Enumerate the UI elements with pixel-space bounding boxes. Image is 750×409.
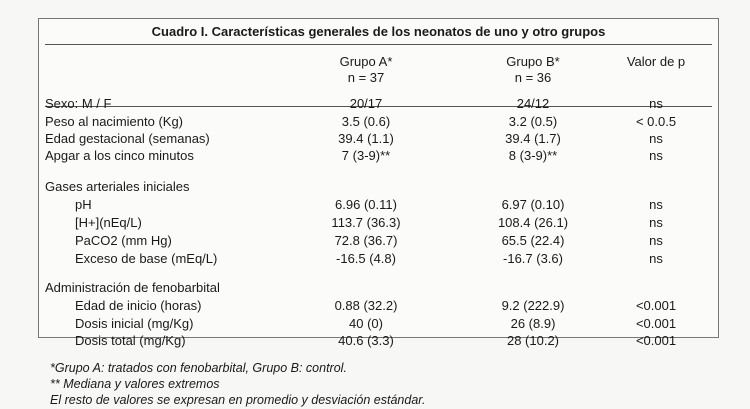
cell-p: ns — [649, 197, 663, 212]
cell-p: <0.001 — [635, 316, 677, 331]
row-label: Apgar a los cinco minutos — [45, 148, 194, 163]
cell-b: 39.4 (1.7) — [505, 131, 561, 146]
row-label: Gases arteriales iniciales — [45, 179, 190, 194]
cell-p: ns — [649, 148, 663, 163]
cell-b: 65.5 (22.4) — [501, 233, 565, 248]
cell-b: 108.4 (26.1) — [497, 215, 569, 230]
row-label: Dosis inicial (mg/Kg) — [75, 316, 194, 331]
cell-a: 72.8 (36.7) — [334, 233, 398, 248]
row-label: Sexo: M / F — [45, 96, 112, 111]
cell-b: 8 (3-9)** — [508, 148, 558, 163]
header-valor-p: Valor de p — [626, 54, 686, 69]
row-label: PaCO2 (mm Hg) — [75, 233, 172, 248]
cell-b: 9.2 (222.9) — [501, 298, 565, 313]
cell-a: 39.4 (1.1) — [338, 131, 394, 146]
cell-p: ns — [649, 215, 663, 230]
cell-a: 40.6 (3.3) — [338, 333, 394, 348]
cell-p: ns — [649, 131, 663, 146]
footnote: *Grupo A: tratados con fenobarbital, Grupo B: control. — [50, 361, 347, 375]
row-label: [H+](nEq/L) — [75, 215, 142, 230]
cell-a: 6.96 (0.11) — [335, 197, 397, 212]
row-label: Dosis total (mg/Kg) — [75, 333, 186, 348]
cell-a: 3.5 (0.6) — [341, 114, 391, 129]
table-frame — [38, 18, 719, 348]
cell-a: 7 (3-9)** — [341, 148, 391, 163]
header-n-b: n = 36 — [514, 70, 552, 85]
table-title: Cuadro I. Características generales de los neonatos de uno y otro grupos — [151, 24, 606, 39]
row-label: Edad de inicio (horas) — [75, 298, 202, 313]
cell-a: -16.5 (4.8) — [336, 251, 396, 266]
cell-a: 113.7 (36.3) — [331, 215, 401, 230]
cell-b: 6.97 (0.10) — [501, 197, 565, 212]
row-label: Peso al nacimiento (Kg) — [45, 114, 184, 129]
header-grupo-b: Grupo B* — [506, 54, 560, 69]
row-label: Exceso de base (mEq/L) — [75, 251, 218, 266]
footnotes — [50, 360, 425, 408]
cell-p: ns — [649, 233, 663, 248]
cell-b: 26 (8.9) — [510, 316, 556, 331]
header-grupo-a: Grupo A* — [339, 54, 393, 69]
cell-b: -16.7 (3.6) — [503, 251, 563, 266]
header-n-a: n = 37 — [347, 70, 385, 85]
cell-b: 24/12 — [516, 96, 550, 111]
title-rule — [45, 44, 712, 45]
cell-a: 20/17 — [349, 96, 383, 111]
row-label: Administración de fenobarbital — [45, 280, 220, 295]
cell-p: ns — [649, 96, 663, 111]
cell-b: 3.2 (0.5) — [508, 114, 558, 129]
cell-p: <0.001 — [635, 333, 677, 348]
row-label: pH — [75, 197, 92, 212]
footnote: El resto de valores se expresan en promedio y desviación estándar. — [50, 393, 426, 407]
footnote: ** Mediana y valores extremos — [50, 377, 220, 391]
cell-b: 28 (10.2) — [506, 333, 560, 348]
cell-p: ns — [649, 251, 663, 266]
cell-p: <0.001 — [635, 298, 677, 313]
cell-a: 40 (0) — [349, 316, 383, 331]
cell-a: 0.88 (32.2) — [334, 298, 398, 313]
cell-p: < 0.0.5 — [635, 114, 677, 129]
row-label: Edad gestacional (semanas) — [45, 131, 210, 146]
